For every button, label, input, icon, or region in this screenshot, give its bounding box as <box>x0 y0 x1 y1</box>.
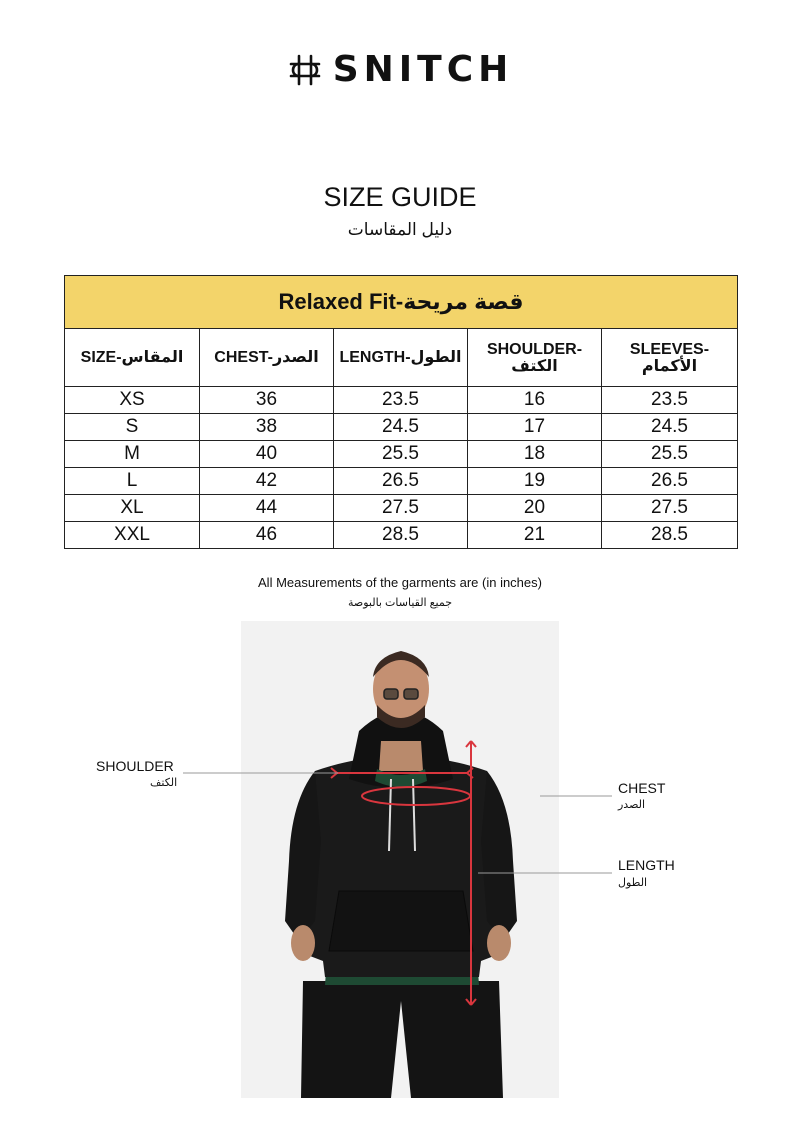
table-cell: L <box>65 468 200 495</box>
table-cell: XXL <box>65 522 200 549</box>
table-cell: 25.5 <box>602 441 738 468</box>
table-row <box>65 495 738 522</box>
column-header <box>200 329 334 387</box>
column-header-en: SIZE- <box>80 349 122 366</box>
measurement-note-arabic: جميع القياسات بالبوصة <box>347 597 453 609</box>
table-cell: 27.5 <box>602 495 738 522</box>
table-cell: 19 <box>468 468 602 495</box>
table-row <box>65 522 738 549</box>
table-cell: 28.5 <box>334 522 468 549</box>
model-photo <box>241 621 559 1098</box>
table-row <box>65 468 738 495</box>
table-cell: 25.5 <box>334 441 468 468</box>
column-header <box>65 329 200 387</box>
table-cell: 23.5 <box>602 387 738 414</box>
table-cell: 20 <box>468 495 602 522</box>
column-header <box>602 329 738 387</box>
table-cell: XS <box>65 387 200 414</box>
page-title-arabic: دليل المقاسات <box>347 220 453 239</box>
column-header <box>334 329 468 387</box>
table-cell: 36 <box>200 387 334 414</box>
table-cell: 18 <box>468 441 602 468</box>
shoulder-label-arabic: الكتف <box>150 777 178 789</box>
table-cell: 24.5 <box>334 414 468 441</box>
table-row <box>65 387 738 414</box>
table-cell: 42 <box>200 468 334 495</box>
table-cell: 38 <box>200 414 334 441</box>
brand-name: SNITCH <box>332 49 514 90</box>
length-label-arabic: الطول <box>618 877 648 889</box>
column-header-en: SHOULDER- <box>486 340 583 358</box>
table-cell: 21 <box>468 522 602 549</box>
column-header <box>468 329 602 387</box>
table-cell: 44 <box>200 495 334 522</box>
snitch-logo-icon <box>287 52 323 88</box>
table-cell: 27.5 <box>334 495 468 522</box>
column-header-ar: الكتف <box>511 357 558 375</box>
column-header-ar: المقاس <box>121 349 184 366</box>
table-cell: 26.5 <box>334 468 468 495</box>
column-header-en: CHEST- <box>214 349 273 366</box>
table-cell: 23.5 <box>334 387 468 414</box>
table-cell: 17 <box>468 414 602 441</box>
column-header-ar: الصدر <box>272 349 319 366</box>
table-cell: S <box>65 414 200 441</box>
table-cell: 24.5 <box>602 414 738 441</box>
chest-label-arabic: الصدر <box>618 799 646 811</box>
table-row <box>65 441 738 468</box>
fit-label: Relaxed Fit-قصة مريحة <box>65 276 738 329</box>
column-header-ar: الأكمام <box>641 357 698 375</box>
length-label: LENGTH <box>618 857 675 873</box>
table-cell: 26.5 <box>602 468 738 495</box>
table-cell: 16 <box>468 387 602 414</box>
table-cell: 46 <box>200 522 334 549</box>
page-title: SIZE GUIDE <box>323 182 477 212</box>
table-cell: M <box>65 441 200 468</box>
table-cell: 28.5 <box>602 522 738 549</box>
shoulder-label: SHOULDER <box>96 758 174 774</box>
chest-label: CHEST <box>618 780 666 796</box>
column-header-en: LENGTH- <box>339 349 411 366</box>
measurement-note: All Measurements of the garments are (in inches) <box>258 575 542 590</box>
brand-header <box>0 49 800 90</box>
table-row <box>65 414 738 441</box>
table-cell: XL <box>65 495 200 522</box>
size-chart-table <box>64 275 738 549</box>
column-header-en: SLEEVES- <box>629 340 710 358</box>
table-cell: 40 <box>200 441 334 468</box>
column-header-ar: الطول <box>410 349 462 366</box>
